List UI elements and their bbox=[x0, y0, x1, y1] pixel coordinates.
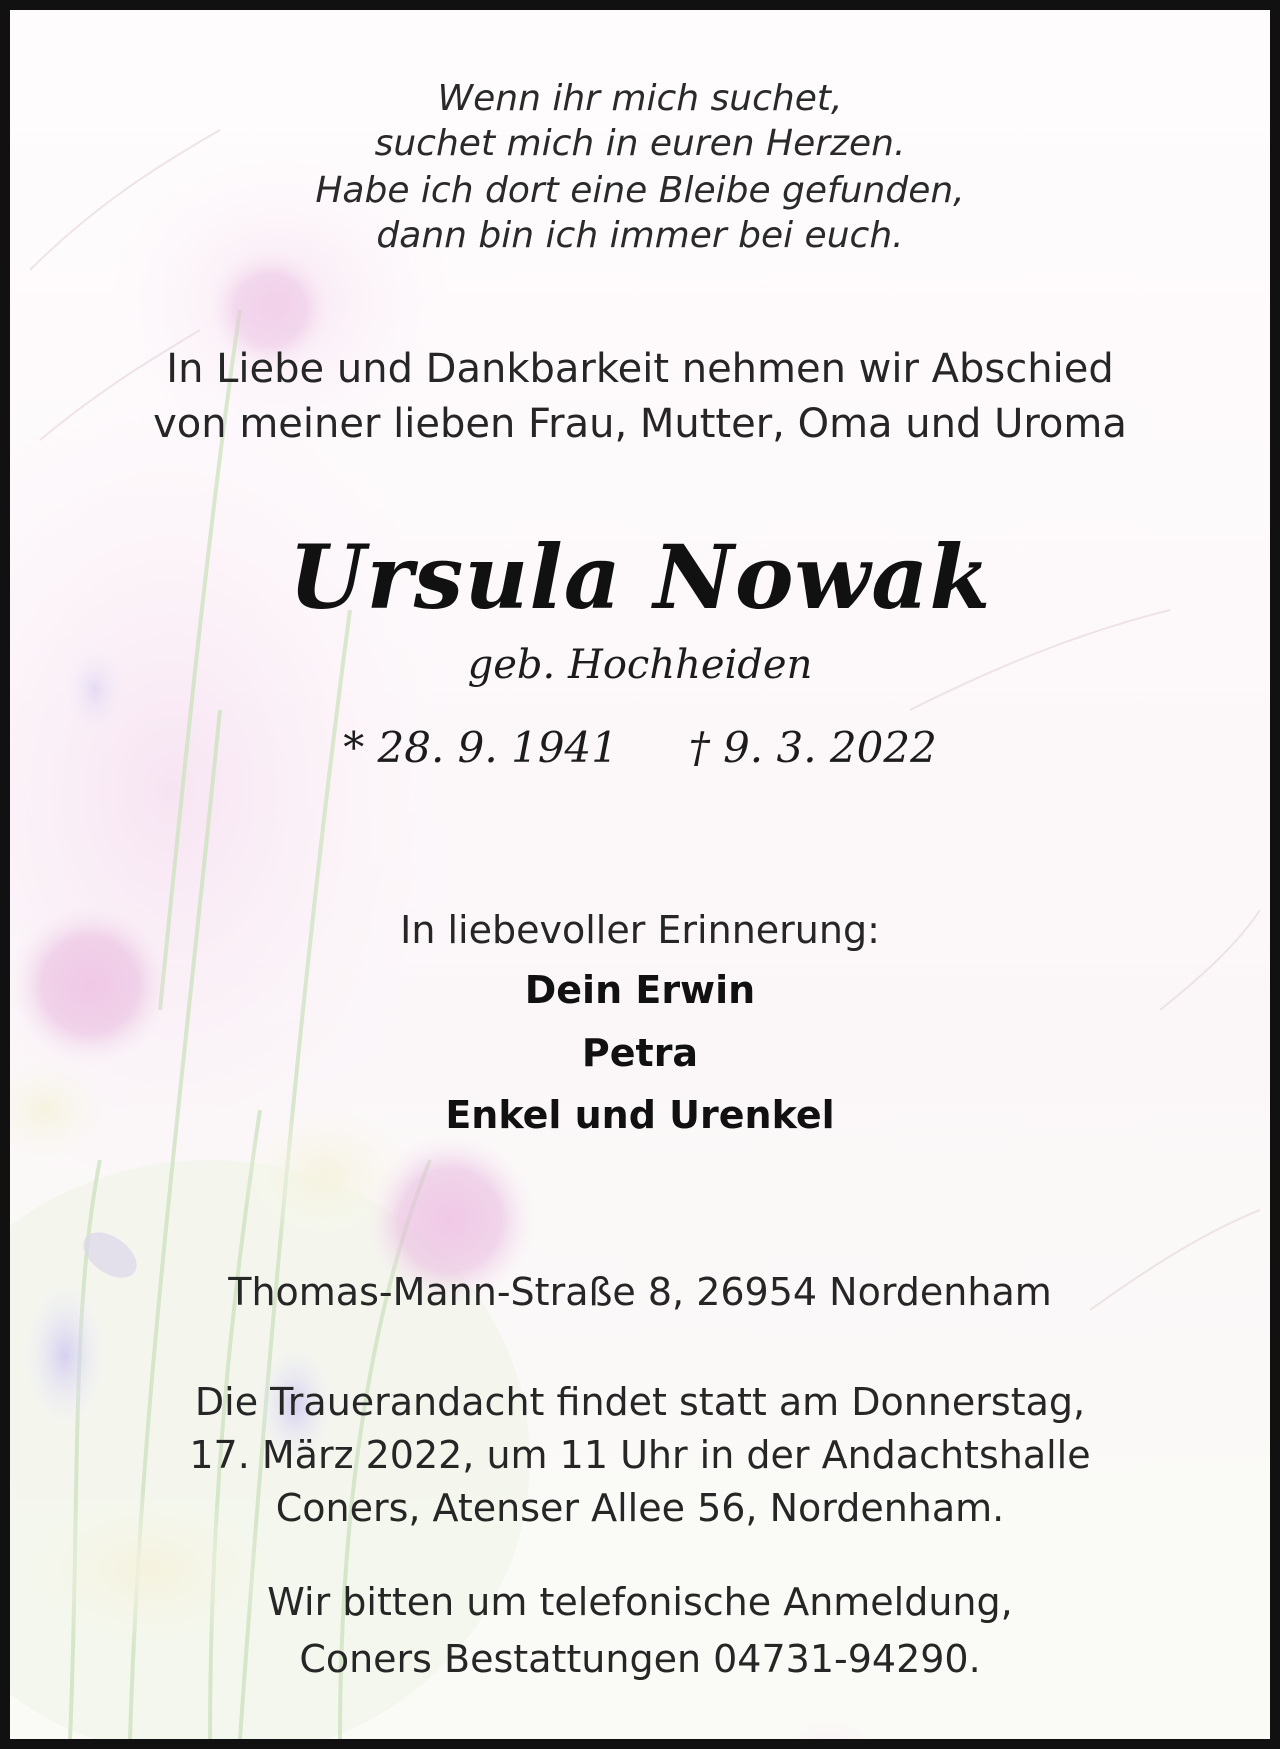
contact-line-1: Wir bitten um telefonische Anmeldung, bbox=[267, 1580, 1013, 1624]
floral-background bbox=[10, 10, 1270, 1739]
poem-line-3: Habe ich dort eine Bleibe gefunden, bbox=[315, 170, 965, 211]
birth-date: * 28. 9. 1941 bbox=[343, 723, 618, 772]
poem-line-2: suchet mich in euren Herzen. bbox=[374, 123, 906, 164]
memory-heading: In liebevoller Erinnerung: bbox=[400, 908, 880, 952]
poem-line-4: dann bin ich immer bei euch. bbox=[376, 215, 904, 256]
address: Thomas-Mann-Straße 8, 26954 Nordenham bbox=[228, 1270, 1052, 1314]
maiden-name: geb. Hochheiden bbox=[467, 642, 813, 688]
intro-line-1: In Liebe und Dankbarkeit nehmen wir Abschied bbox=[166, 346, 1114, 392]
mourner-3: Enkel und Urenkel bbox=[445, 1093, 835, 1137]
service-line-2: 17. März 2022, um 11 Uhr in der Andachtshalle bbox=[189, 1433, 1091, 1477]
service-line-3: Coners, Atenser Allee 56, Nordenham. bbox=[275, 1486, 1005, 1530]
contact-line-2: Coners Bestattungen 04731-94290. bbox=[299, 1637, 981, 1681]
death-date: † 9. 3. 2022 bbox=[688, 723, 937, 772]
pink-flower-faint bbox=[770, 1710, 890, 1739]
poem-line-1: Wenn ihr mich suchet, bbox=[437, 78, 843, 119]
intro-line-2: von meiner lieben Frau, Mutter, Oma und Uroma bbox=[153, 401, 1127, 447]
life-dates bbox=[10, 723, 1270, 772]
mourner-1: Dein Erwin bbox=[524, 968, 756, 1012]
deceased-name: Ursula Nowak bbox=[288, 525, 992, 629]
mourner-2: Petra bbox=[581, 1031, 699, 1075]
service-line-1: Die Trauerandacht findet statt am Donnerstag, bbox=[194, 1380, 1086, 1424]
